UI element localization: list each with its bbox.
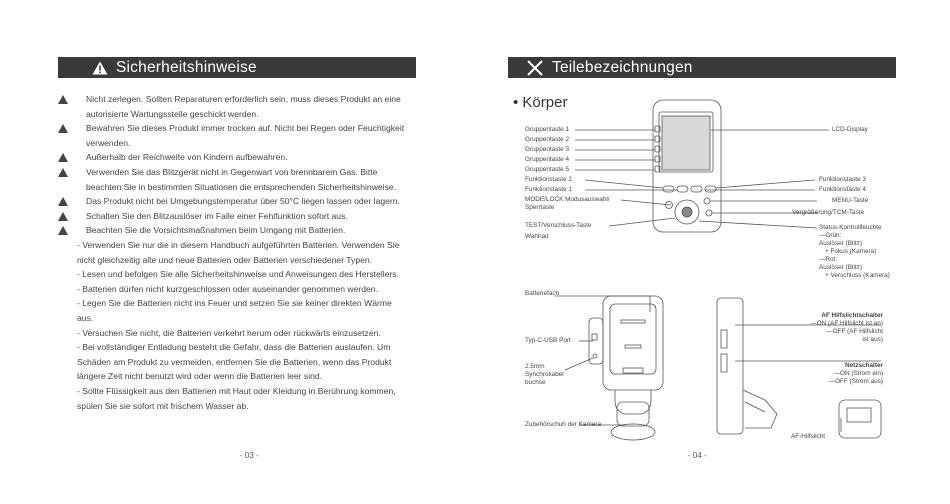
battery-note: - Bei vollständiger Entladung besteht die Gefahr, dass die Batterien auslaufen. Um: [77, 342, 391, 353]
battery-note: nicht gleichzeitig alte und neue Batterien oder Batterien verschiedener Typen.: [77, 254, 373, 265]
label-mode-lock-2: Sperrtaste: [525, 204, 555, 211]
warning-text: Beachten Sie die Vorsichtsmaßnahmen beim Umgang mit Batterien.: [86, 225, 346, 236]
battery-note: - Batterien dürfen nicht kurzgeschlossen oder auseinander genommen werden.: [77, 283, 378, 294]
right-page: [475, 0, 950, 504]
warning-item: [58, 121, 438, 136]
status-line: + Fokus (Kamera): [825, 248, 877, 255]
page-number: - 03 -: [240, 451, 259, 460]
warning-text: verwenden.: [86, 137, 131, 148]
label-zoom: Vergrößerung/TCM-Taste: [792, 209, 865, 216]
warning-text: Außerhalb der Reichweite von Kindern aufbewahren.: [86, 152, 288, 163]
label-function-4: Funktionstaste 4: [819, 186, 866, 193]
warning-icon: [58, 212, 68, 221]
warning-icon: [92, 61, 108, 75]
label-usb: Typ-C-USB Port: [525, 337, 571, 344]
battery-note: - Versuchen Sie nicht, die Batterien verkehrt herum oder rückwärts einzusetzen.: [77, 327, 381, 338]
label-function-1: Funktionstaste 1: [525, 186, 572, 193]
warning-list: [58, 92, 438, 238]
label-lcd: LCD-Display: [832, 126, 868, 133]
battery-note: spülen Sie sie sofort mit frischem Wasser ab.: [77, 400, 249, 411]
warning-item: [58, 107, 438, 122]
label-select-dial: Wahlrad: [525, 233, 549, 240]
warning-item: [58, 180, 438, 195]
label-hotshoe: Zubehörschuh der Kamera: [525, 421, 602, 428]
warning-item: [58, 136, 438, 151]
status-line: —Rot:: [819, 256, 838, 263]
warning-item: [58, 223, 438, 238]
label-function-2: Funktionstaste 2: [525, 176, 572, 183]
sync-line: 2.5mm: [525, 363, 545, 370]
label-group-1: Gruppentaste 1: [525, 126, 570, 133]
label-function-3: Funktionstaste 3: [819, 176, 866, 183]
warning-text: Verwenden Sie das Blitzgerät nicht in Gegenwart von brennbarem Gas. Bitte: [86, 166, 378, 177]
warning-item: [58, 209, 438, 224]
warning-icon: [58, 153, 68, 162]
power-line: —ON (Strom ein): [833, 370, 883, 377]
label-status: [819, 224, 890, 280]
label-menu: MENU-Taste: [832, 197, 869, 204]
label-mode-lock: MODE/LOCK Modusauswahl/: [525, 196, 610, 203]
device-back-body: [603, 296, 663, 390]
battery-door: [610, 304, 656, 374]
warning-text: Nicht zerlegen. Sollten Reparaturen erforderlich sein, muss dieses Produkt an eine: [86, 94, 401, 104]
warning-icon: [58, 95, 68, 104]
label-af-light: AF-Hilfslicht: [791, 433, 826, 440]
page-title: Teilebezeichnungen: [552, 58, 693, 76]
lcd-screen: [662, 116, 710, 170]
af-switch-line: AF Hilfslichtschalter: [821, 312, 883, 319]
warning-text: Das Produkt nicht bei Umgebungstemperatur über 50°C liegen lassen oder lagern.: [86, 196, 400, 207]
battery-note: Schäden am Produkt zu vermeiden, entfernen Sie die Batterien, wenn das Produkt: [77, 356, 392, 367]
label-af-switch: [775, 312, 883, 344]
safety-banner: [58, 57, 416, 78]
power-line: —OFF (Strom aus): [828, 378, 883, 385]
status-line: Auslöser (Blitz): [819, 264, 862, 271]
status-line: Status-Kontrollleuchte: [819, 224, 882, 231]
warning-text: Bewahren Sie dieses Produkt immer trocken auf. Nicht bei Regen oder Feuchtigkeit: [86, 123, 405, 134]
af-switch-line: —OFF (AF Hilfslicht: [826, 328, 883, 335]
battery-notes: [77, 238, 447, 413]
sync-line: Synchrokabel: [525, 371, 564, 378]
warning-icon: [58, 124, 68, 133]
section-heading: • Körper: [513, 94, 568, 111]
label-power: [775, 362, 883, 386]
warning-text: autorisierte Wartungsstelle geschickt werden.: [86, 108, 259, 119]
warning-text: Schalten Sie den Blitzauslöser im Falle einer Fehlfunktion sofort aus.: [86, 210, 348, 221]
warning-item: [58, 150, 438, 165]
label-battery: Batteriefach: [525, 290, 560, 297]
battery-note: aus.: [77, 312, 94, 323]
sync-line: buchse: [525, 379, 546, 386]
page-number: - 04 -: [688, 451, 707, 460]
warning-icon: [58, 168, 68, 177]
af-switch-line: ist aus): [862, 336, 883, 343]
label-group-2: Gruppentaste 2: [525, 136, 570, 143]
battery-note: längere Zeit nicht benutzt wird oder wenn die Batterien leer sind.: [77, 371, 323, 382]
status-line: + Verschluss (Kamera): [825, 272, 890, 279]
af-switch-line: —ON (AF Hilfslicht ist an): [810, 320, 883, 327]
label-group-3: Gruppentaste 3: [525, 146, 570, 153]
page-title: Sicherheitshinweise: [116, 58, 257, 76]
warning-text: beachten Sie in bestimmten Situationen die entsprechenden Sicherheitshinweise.: [86, 181, 397, 192]
af-light-housing: [839, 400, 881, 438]
status-line: Auslöser (Blitz): [819, 240, 862, 247]
label-sync: [525, 363, 564, 387]
label-group-4: Gruppentaste 4: [525, 156, 570, 163]
warning-icon: [58, 226, 68, 235]
warning-icon: [58, 197, 68, 206]
label-group-5: Gruppentaste 5: [525, 166, 570, 173]
power-line: Netzschalter: [844, 362, 883, 369]
battery-note: - Lesen und befolgen Sie alle Sicherheitshinweise und Anweisungen des Herstellers.: [77, 269, 399, 280]
battery-note: - Legen Sie die Batterien nicht ins Feuer und setzen Sie sie keiner direkten Wärme: [77, 298, 392, 309]
warning-item: [58, 165, 438, 180]
battery-note: - Verwenden Sie nur die in diesem Handbuch aufgeführten Batterien. Verwenden Sie: [77, 240, 400, 250]
status-line: —Grün:: [819, 232, 842, 239]
warning-item: [58, 92, 438, 107]
label-test-button: TEST/Verschluss-Taste: [525, 222, 592, 229]
battery-note: - Sollte Flüssigkeit aus den Batterien mit Haut oder Kleidung in Berührung kommen,: [77, 385, 396, 396]
warning-item: [58, 194, 438, 209]
